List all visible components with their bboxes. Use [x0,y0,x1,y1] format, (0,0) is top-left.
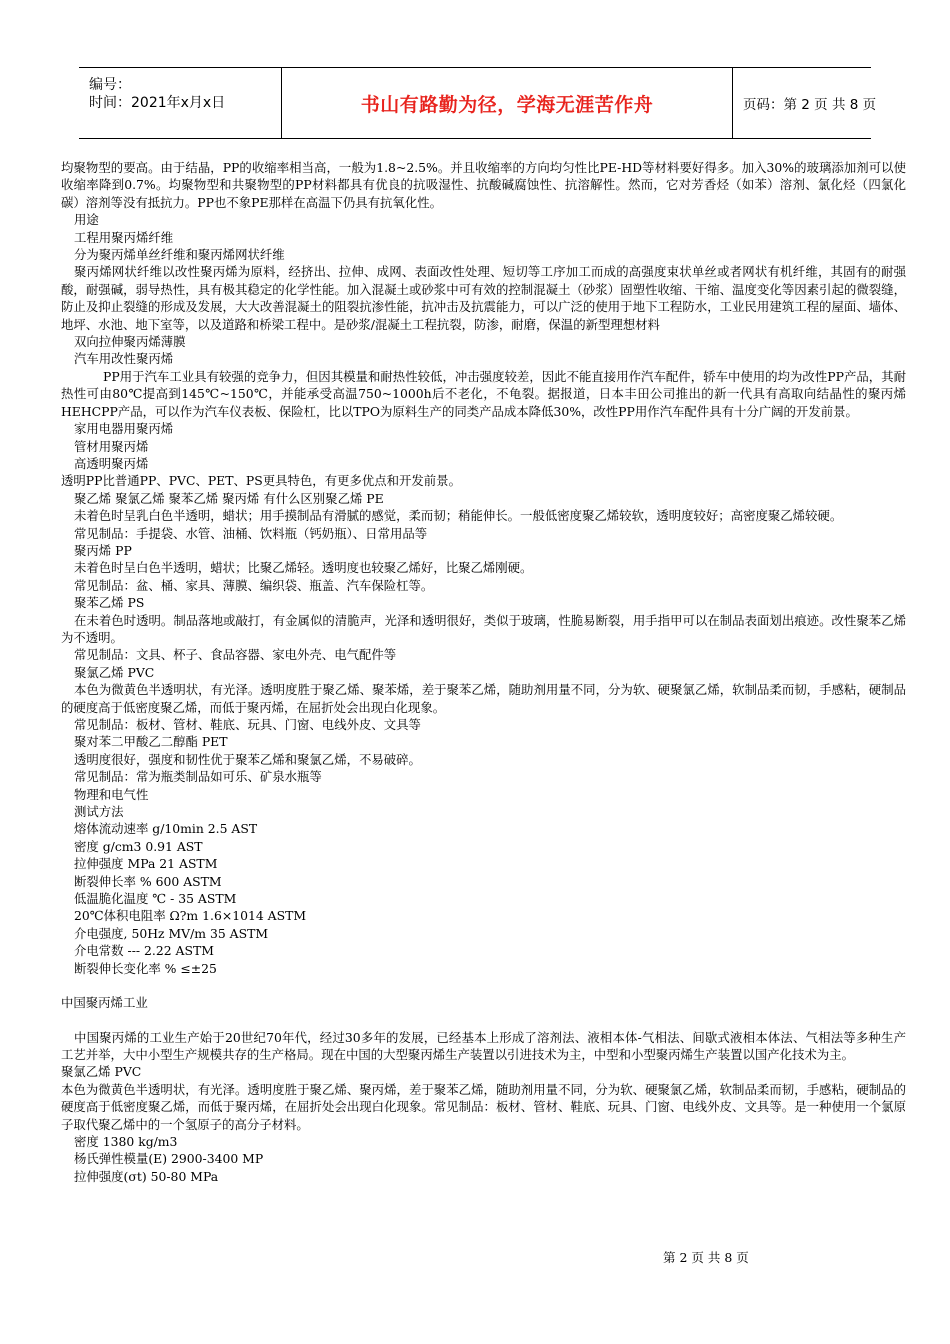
body-line: 透明度很好，强度和韧性优于聚苯乙烯和聚氯乙烯，不易破碎。 [74,751,421,767]
property-row: 熔体流动速率 g/10min 2.5 AST [74,821,258,837]
document-body [61,159,906,1185]
document-number-label: 编号： [89,77,131,93]
property-row: 拉伸强度 MPa 21 ASTM [74,856,218,872]
body-line: 常见制品：手提袋、水管、油桶、饮料瓶（钙奶瓶）、日常用品等 [74,525,428,541]
property-row: 断裂伸长率 % 600 ASTM [74,873,222,889]
property-row: 20℃体积电阻率 Ω?m 1.6×1014 ASTM [74,908,307,924]
page-footer [663,1248,749,1266]
body-paragraph: PP用于汽车工业具有较强的竞争力，但因其模量和耐热性较低，冲击强度较差，因此不能直接用作汽车配件，轿车中使用的均为改性PP产品，其耐热性可由80℃提高到145℃~150℃，并能承受高温750~1000h后不老化，不龟裂。据报道，日本丰田公司推出的新一代具有高取向结晶性的聚丙烯HEHCPP产品，可以作为汽车仪表板、保险杠，比以TPO为原料生产的同类产品成本降低30%，改性PP用作汽车配件具有十分广阔的开发前景。 [61,368,906,419]
body-paragraph: 本色为微黄色半透明状，有光泽。透明度胜于聚乙烯、聚丙烯，差于聚苯乙烯，随助剂用量不同，分为软、硬聚氯乙烯，软制品柔而韧，手感粘，硬制品的硬度高于低密度聚乙烯，而低于聚丙烯，在屈折处会出现白化现象。常见制品：板材、管材、鞋底、玩具、门窗、电线外皮、文具等。是一种使用一个氯原子取代聚乙烯中的一个氢原子的高分子材料。 [61,1081,906,1132]
subheading: 测试方法 [74,804,124,820]
spacer [61,977,906,994]
footer-page-number: 第 2 页 共 8 页 [663,1250,749,1265]
subheading: 聚对苯二甲酸乙二醇酯 PET [74,734,228,750]
body-paragraph: 聚丙烯网状纤维以改性聚丙烯为原料，经挤出、拉伸、成网、表面改性处理、短切等工序加工而成的高强度束状单丝或者网状有机纤维，其固有的耐强酸，耐强碱，弱导热性，具有极其稳定的化学性能。加入混凝土或砂浆中可有效的控制混凝土（砂浆）固塑性收缩、干缩、温度变化等因素引起的微裂缝，防止及抑止裂缝的形成及发展，大大改善混凝土的阻裂抗渗性能，抗冲击及抗震能力，可以广泛的使用于地下工程防水，工业民用建筑工程的屋面、墙体、地坪、水池、地下室等，以及道路和桥梁工程中。是砂浆/混凝土工程抗裂，防渗，耐磨，保温的新型理想材料 [61,264,906,332]
body-line: 常见制品：文具、杯子、食品容器、家电外壳、电气配件等 [74,647,397,663]
subheading: 双向拉伸聚丙烯薄膜 [74,334,186,350]
body-line: 常见制品：盆、桶、家具、薄膜、编织袋、瓶盖、汽车保险杠等。 [74,577,434,593]
header-page-number: 页码：第 2 页 共 8 页 [743,97,877,113]
page-header [79,67,877,139]
section-heading-china-industry: 中国聚丙烯工业 [61,995,148,1011]
subheading: 高透明聚丙烯 [74,455,149,471]
section-heading-usage: 用途 [74,212,99,228]
header-motto-cell [282,68,733,138]
property-row: 密度 1380 kg/m3 [74,1133,178,1149]
property-row: 密度 g/cm3 0.91 AST [74,838,203,854]
subheading: 物理和电气性 [74,786,149,802]
subheading: 聚氯乙烯 PVC [61,1064,142,1080]
property-row: 低温脆化温度 ℃ - 35 ASTM [74,891,237,907]
body-paragraph: 中国聚丙烯的工业生产始于20世纪70年代，经过30多年的发展，已经基本上形成了溶剂法、液相本体-气相法、间歇式液相本体法、气相法等多种生产工艺并举，大中小型生产规模共存的生产格局。现在中国的大型聚丙烯生产装置以引进技术为主，中型和小型聚丙烯生产装置以国产化技术为主。 [61,1029,906,1062]
document-time-label: 时间：2021年x月x日 [89,95,226,111]
subheading: 聚苯乙烯 PS [74,595,145,611]
subheading: 聚氯乙烯 PVC [74,664,155,680]
subheading: 聚丙烯 PP [74,542,132,558]
body-line: 透明PP比普通PP、PVC、PET、PS更具特色，有更多优点和开发前景。 [61,473,461,489]
header-info-cell [79,68,282,138]
body-line: 未着色时呈白色半透明，蜡状；比聚乙烯轻。透明度也较聚乙烯好，比聚乙烯刚硬。 [74,560,533,576]
body-paragraph: 在未着色时透明。制品落地或敲打，有金属似的清脆声，光泽和透明很好，类似于玻璃，性脆易断裂，用手指甲可以在制品表面划出痕迹。改性聚苯乙烯为不透明。 [61,612,906,645]
property-row: 介电常数 --- 2.22 ASTM [74,943,214,959]
subheading: 汽车用改性聚丙烯 [74,351,174,367]
header-motto: 书山有路勤为径，学海无涯苦作舟 [360,93,654,116]
body-line: 常见制品：板材、管材、鞋底、玩具、门窗、电线外皮、文具等 [74,717,421,732]
property-row: 断裂伸长变化率 % ≤±25 [74,960,217,976]
property-row: 介电强度, 50Hz MV/m 35 ASTM [74,925,269,941]
property-row: 杨氏弹性模量(E) 2900-3400 MP [74,1151,264,1167]
body-paragraph: 均聚物型的要高。由于结晶，PP的收缩率相当高，一般为1.8~2.5%。并且收缩率的方向均匀性比PE-HD等材料要好得多。加入30%的玻璃添加剂可以使收缩率降到0.7%。均聚物型和共聚物型的PP材料都具有优良的抗吸湿性、抗酸碱腐蚀性、抗溶解性。然而，它对芳香烃（如苯）溶剂、氯化烃（四氯化碳）溶剂等没有抵抗力。PP也不象PE那样在高温下仍具有抗氧化性。 [61,160,906,210]
body-line: 常见制品：常为瓶类制品如可乐、矿泉水瓶等 [74,769,322,785]
property-row: 拉伸强度(σt) 50-80 MPa [74,1168,219,1184]
body-line: 分为聚丙烯单丝纤维和聚丙烯网状纤维 [74,247,285,263]
spacer [61,1012,906,1029]
body-paragraph: 本色为微黄色半透明状，有光泽。透明度胜于聚乙烯、聚苯烯，差于聚苯乙烯，随助剂用量不同，分为软、硬聚氯乙烯，软制品柔而韧，手感粘，硬制品的硬度高于低密度聚乙烯，而低于聚丙烯，在屈折处会出现白化现象。 [61,682,906,715]
subheading: 管材用聚丙烯 [74,438,149,454]
subheading: 家用电器用聚丙烯 [74,421,174,437]
header-page-cell [733,68,881,138]
subheading: 工程用聚丙烯纤维 [74,229,174,245]
subheading: 聚乙烯 聚氯乙烯 聚苯乙烯 聚丙烯 有什么区别聚乙烯 PE [74,490,384,506]
body-paragraph: 未着色时呈乳白色半透明，蜡状；用手摸制品有滑腻的感觉，柔而韧；稍能伸长。一般低密度聚乙烯较软，透明度较好；高密度聚乙烯较硬。 [74,508,843,524]
